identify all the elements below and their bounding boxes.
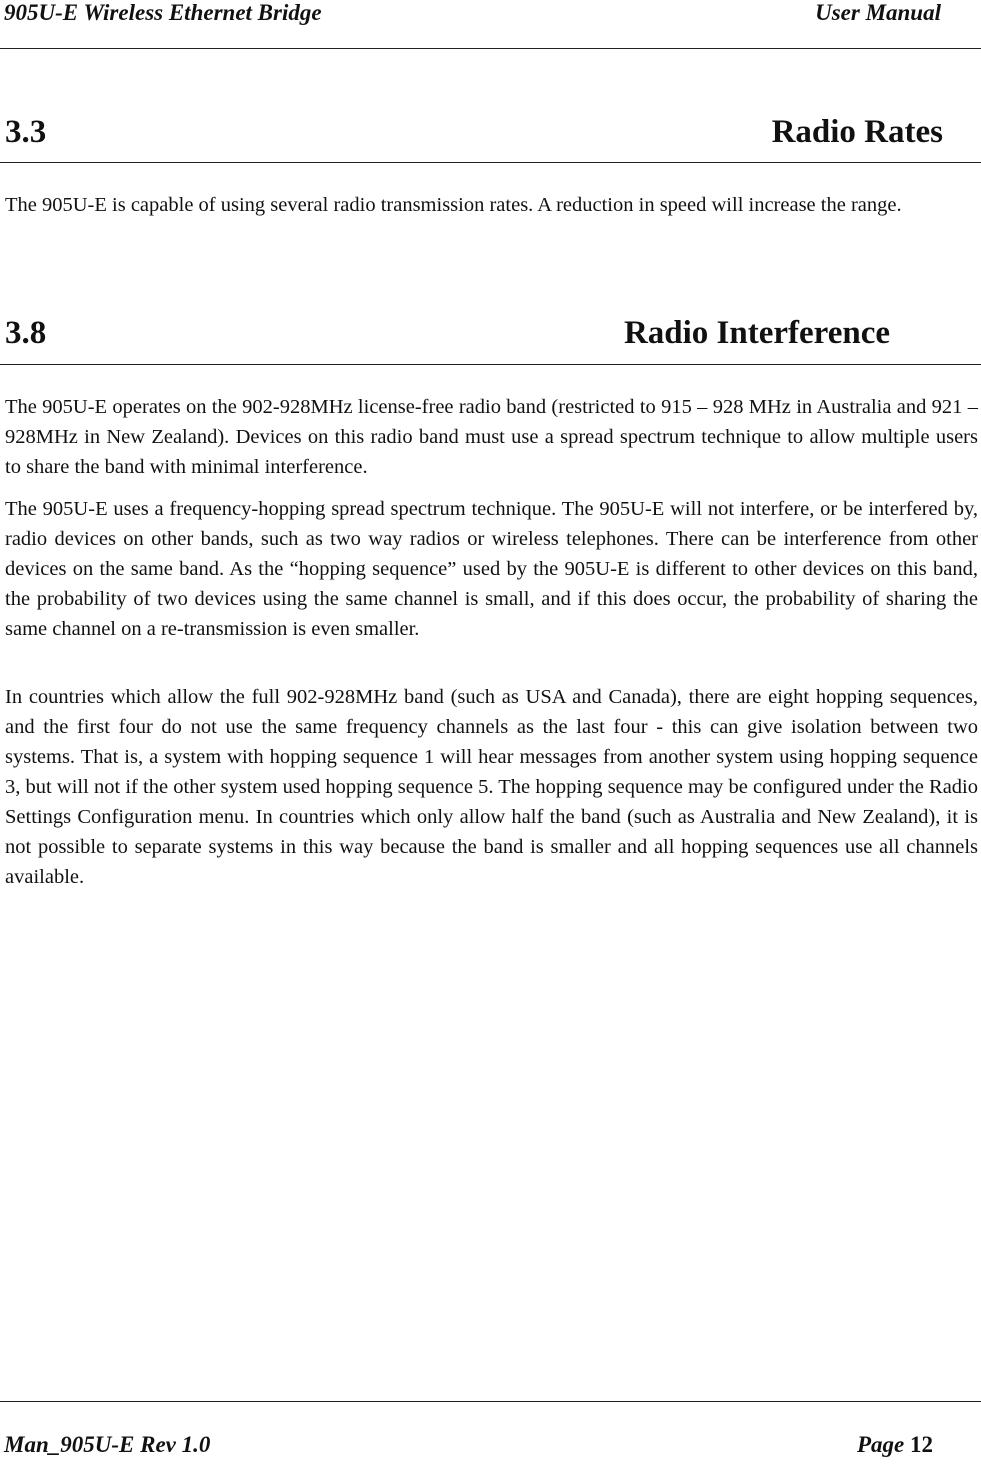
section-title: Radio Interference [623,315,890,351]
header-manual-label: User Manual [815,0,941,25]
header-document-title: 905U-E Wireless Ethernet Bridge [4,0,322,25]
page-number: 12 [910,1432,933,1457]
paragraph: The 905U-E uses a frequency-hopping spread spectrum technique. The 905U-E will not interfere, or be interfered by, radio devices on other bands, such as two way radios or wireless telephones. There can be interference from other devices on the same band. As the “hopping sequence” used by the 905U-E is different to other devices on this band, the probability of two devices using the same channel is small, and if this does occur, the probability of sharing the same channel on a re-transmission is even smaller. [5,498,978,640]
paragraph: The 905U-E is capable of using several radio transmission rates. A reduction in speed will increase the range. [5,194,902,216]
section-rule [0,162,981,163]
header-rule [0,48,981,49]
section-rule [0,364,981,365]
section-title: Radio Rates [771,114,943,150]
footer-page [857,1430,933,1460]
footer-page-label: Page [856,1432,905,1457]
footer-rule [0,1401,981,1402]
section-number: 3.3 [5,114,47,150]
page-header [4,0,941,26]
section-number: 3.8 [5,315,47,351]
page-footer [4,1430,933,1460]
paragraph: The 905U-E operates on the 902-928MHz license-free radio band (restricted to 915 – 928 MHz in Australia and 921 – 928MHz in New Zealand). Devices on this radio band must use a spread spectrum technique to allow multiple users to share the band with minimal interference. [5,396,978,478]
paragraph: In countries which allow the full 902-928MHz band (such as USA and Canada), there are eight hopping sequences, and the first four do not use the same frequency channels as the last four - this can give isolation between two systems. That is, a system with hopping sequence 1 will hear messages from another system using hopping sequence 3, but will not if the other system used hopping sequence 5. The hopping sequence may be configured under the Radio Settings Configuration menu. In countries which only allow half the band (such as Australia and New Zealand), it is not possible to separate systems in this way because the band is smaller and all hopping sequences use all channels available. [5,686,978,888]
footer-revision: Man_905U-E Rev 1.0 [4,1432,211,1457]
